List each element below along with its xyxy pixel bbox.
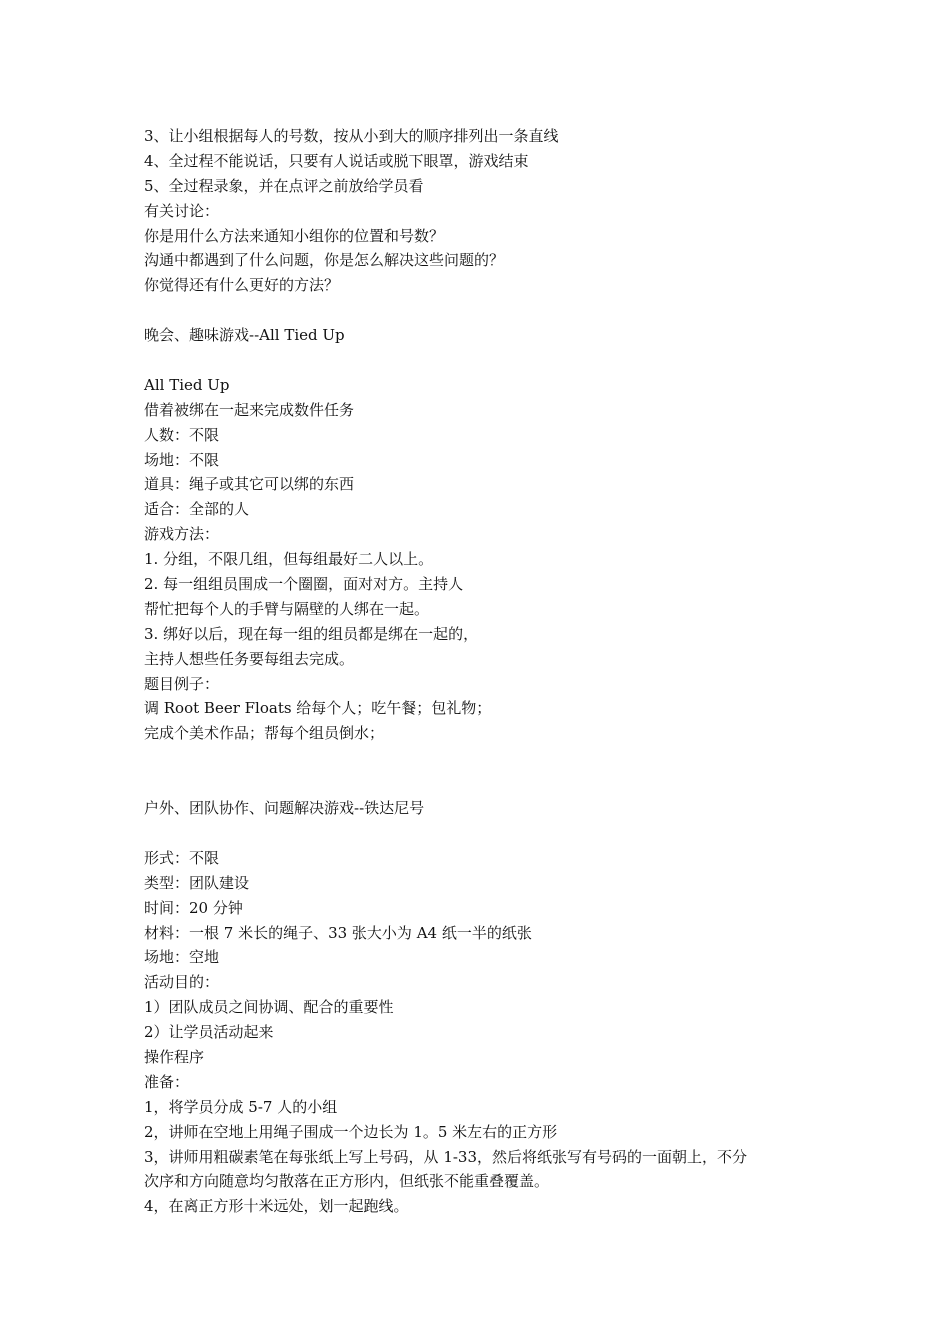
text-line: 4、全过程不能说话，只要有人说话或脱下眼罩，游戏结束: [144, 151, 529, 170]
text-line: 5、全过程录象，并在点评之前放给学员看: [144, 176, 424, 195]
text-line: 1. 分组，不限几组，但每组最好二人以上。: [144, 550, 434, 569]
blank-line: [144, 298, 834, 323]
document-body: [144, 124, 834, 1219]
text-line: 1，将学员分成 5-7 人的小组: [144, 1097, 338, 1116]
text-line: 有关讨论：: [144, 201, 220, 220]
text-line: 借着被绑在一起来完成数件任务: [144, 400, 355, 419]
text-line: 你是用什么方法来通知小组你的位置和号数？: [144, 226, 445, 245]
text-line: 题目例子：: [144, 674, 220, 693]
blank-line: [144, 746, 834, 771]
text-line: 2）让学员活动起来: [144, 1023, 274, 1042]
text-line: 活动目的：: [144, 973, 220, 992]
text-line: 4，在离正方形十米远处，划一起跑线。: [144, 1197, 409, 1216]
text-line: 完成个美术作品；帮每个组员倒水；: [144, 724, 385, 743]
text-line: 2，讲师在空地上用绳子围成一个边长为 1。5 米左右的正方形: [144, 1122, 558, 1141]
text-line: 类型：团队建设: [144, 873, 250, 892]
blank-line: [144, 348, 834, 373]
section-heading: 晚会、趣味游戏--All Tied Up: [144, 326, 345, 345]
text-line: 你觉得还有什么更好的方法？: [144, 276, 340, 295]
text-line: 调 Root Beer Floats 给每个人；吃午餐；包礼物；: [144, 699, 492, 718]
text-line: 场地：空地: [144, 948, 220, 967]
text-line: 1）团队成员之间协调、配合的重要性: [144, 998, 394, 1017]
text-line: 时间：20 分钟: [144, 898, 243, 917]
text-line: 人数：不限: [144, 425, 220, 444]
text-line: 主持人想些任务要每组去完成。: [144, 649, 355, 668]
text-line: 准备：: [144, 1072, 190, 1091]
text-line: 3. 绑好以后，现在每一组的组员都是绑在一起的，: [144, 624, 479, 643]
blank-line: [144, 771, 834, 796]
text-line: 道具：绳子或其它可以绑的东西: [144, 475, 355, 494]
text-line: 3，讲师用粗碳素笔在每张纸上写上号码，从 1-33，然后将纸张写有号码的一面朝上，不分: [144, 1147, 748, 1166]
text-line: All Tied Up: [144, 375, 230, 394]
text-line: 3、让小组根据每人的号数，按从小到大的顺序排列出一条直线: [144, 127, 559, 145]
blank-line: [144, 821, 834, 846]
text-line: 材料：一根 7 米长的绳子、33 张大小为 A4 纸一半的纸张: [144, 923, 532, 942]
text-line: 沟通中都遇到了什么问题，你是怎么解决这些问题的？: [144, 251, 505, 270]
text-line: 适合：全部的人: [144, 500, 250, 519]
section-heading: 户外、团队协作、问题解决游戏--铁达尼号: [144, 799, 425, 818]
text-line: 形式：不限: [144, 848, 220, 867]
text-line: 次序和方向随意均匀散落在正方形内，但纸张不能重叠覆盖。: [144, 1172, 550, 1191]
text-line: 操作程序: [144, 1047, 205, 1066]
text-line: 场地：不限: [144, 450, 220, 469]
text-line: 2. 每一组组员围成一个圈圈，面对对方。主持人: [144, 575, 464, 594]
text-line: 帮忙把每个人的手臂与隔壁的人绑在一起。: [144, 599, 430, 618]
text-line: 游戏方法：: [144, 525, 220, 544]
